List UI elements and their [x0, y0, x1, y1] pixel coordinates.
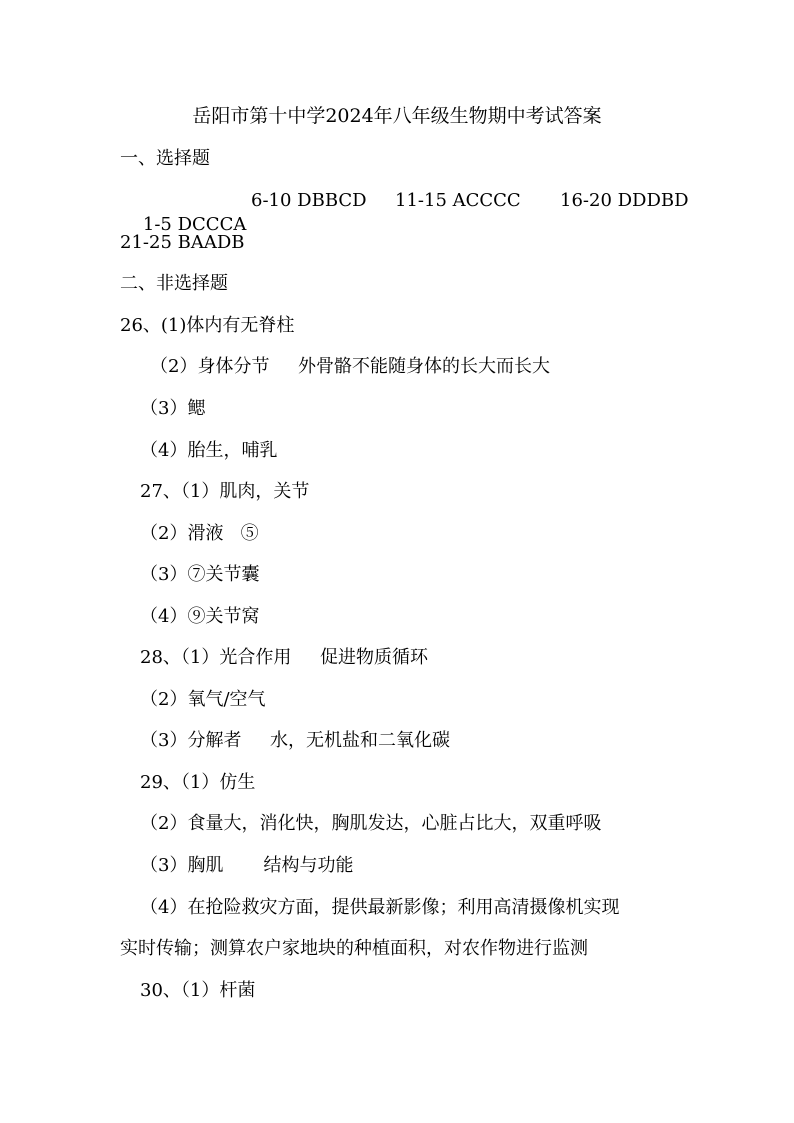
q26-part4: （4）胎生，哺乳	[140, 440, 278, 461]
section-heading-nonchoice: 二、非选择题	[120, 273, 228, 294]
q29-part1: 29、（1）仿生	[140, 772, 256, 793]
page-title: 岳阳市第十中学2024年八年级生物期中考试答案	[192, 105, 602, 127]
q29-part3: （3）胸肌 结构与功能	[140, 855, 354, 876]
q28-part2: （2）氧气/空气	[140, 689, 266, 710]
q27-part1: 27、（1）肌肉，关节	[140, 481, 310, 502]
q28-part3: （3）分解者 水，无机盐和二氧化碳	[140, 730, 451, 751]
q29-part2: （2）食量大，消化快，胸肌发达，心脏占比大，双重呼吸	[140, 813, 602, 834]
choice-answer-group: 16-20 DDDBD	[560, 190, 689, 211]
q27-part4: （4）⑨关节窝	[140, 606, 260, 627]
q29-part4-line1: （4）在抢险救灾方面，提供最新影像；利用高清摄像机实现	[140, 897, 620, 918]
choice-answer-group: 11-15 ACCCC	[395, 190, 521, 211]
choice-answer-group: 21-25 BAADB	[120, 232, 245, 253]
q29-part4-line2: 实时传输；测算农户家地块的种植面积，对农作物进行监测	[120, 938, 588, 959]
choice-answer-group: 1-5 DCCCA	[142, 214, 247, 235]
q27-part2: （2）滑液 ⑤	[140, 523, 259, 544]
q26-part1: 26、(1)体内有无脊柱	[120, 315, 295, 336]
q26-part2: （2）身体分节 外骨骼不能随身体的长大而长大	[150, 356, 551, 377]
q28-part1: 28、（1）光合作用 促进物质循环	[140, 647, 428, 668]
section-heading-choice: 一、选择题	[120, 148, 210, 169]
q30-part1: 30、（1）杆菌	[140, 980, 256, 1001]
choice-answer-group: 6-10 DBBCD	[251, 190, 367, 211]
q26-part3: （3）鳃	[140, 398, 206, 419]
q27-part3: （3）⑦关节囊	[140, 564, 260, 585]
